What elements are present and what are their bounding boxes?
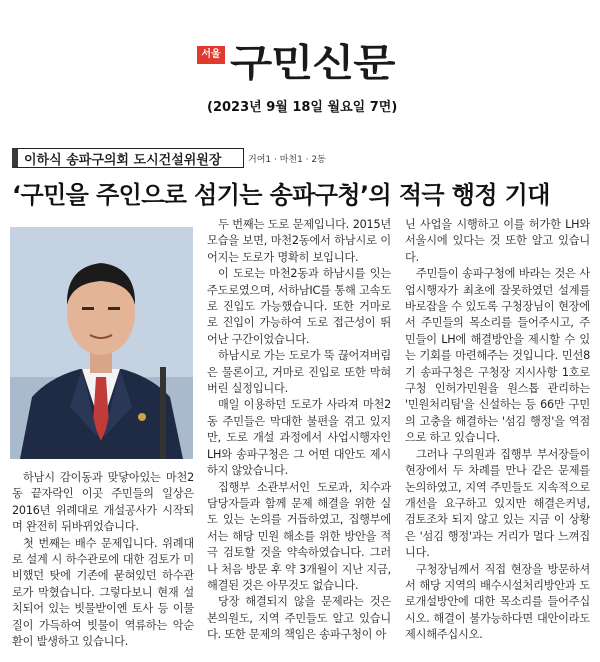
portrait-illustration [10, 227, 193, 459]
headline: ‘구민을 주인으로 섬기는 송파구청’의 적극 행정 기대 [12, 181, 550, 209]
author-photo [10, 227, 193, 459]
author-kicker [12, 148, 326, 168]
author-district: 거여1 · 마천1 · 2동 [248, 154, 326, 165]
paragraph: 하남시로 가는 도로가 뚝 끊어져버림은 물론이고, 거마로 진입로 또한 막혀버린 실정입니다. [207, 349, 391, 396]
paragraph: 첫 번째는 배수 문제입니다. 위례대로 설계 시 하수관로에 대한 검토가 미비했던 탓에 기존에 묻혀있던 하수관로가 막혔습니다. 그렇다보니 현재 설치되어 있는 빗물받이엔 토사 등 이물질이 가득하여 빗물이 역류하는 악순환이 발생하고 있습니다. [12, 536, 194, 649]
paragraph: 하남시 감이동과 맞닿아있는 마천2동 끝자락인 이곳 주민들의 일상은 2016년 위례대로 개설공사가 시작되며 완전히 뒤바뀌었습니다. [12, 471, 194, 534]
paragraph: 두 번째는 도로 문제입니다. 2015년 모습을 보면, 마천2동에서 하남시로 이어지는 도로가 명확히 보입니다. [207, 218, 391, 264]
paragraph: 매일 이용하던 도로가 사라져 마천2동 주민들은 막대한 불편을 겪고 있지만, 도로 개설 과정에서 사업시행자인 LH와 송파구청은 그 어떤 대안도 제시하지 않았습니다. [207, 398, 391, 478]
paragraph: 이 도로는 마천2동과 하남시를 잇는 주도로였으며, 서하남IC를 통해 고속도로 진입도 가능했습니다. 또한 거마로로 진입이 가능하여 도로 접근성이 뛰어난 구간이었습니다. [207, 267, 391, 346]
paragraph: 구청장님께서 직접 현장을 방문하셔서 해당 지역의 배수시설처리방안과 도로개설방안에 대한 목소리를 들어주십시오. 해결이 불가능하다면 대안이라도 제시해주십시오. [405, 562, 590, 642]
paragraph: 닌 사업을 시행하고 이를 허가한 LH와 서울시에 있다는 것 또한 알고 있습니다. [405, 218, 590, 264]
paragraph: 당장 해결되지 않을 문제라는 것은 본의원도, 지역 주민들도 알고 있습니다. 또한 문제의 책임은 송파구청이 아 [207, 595, 391, 642]
article-column-2 [207, 217, 391, 644]
dateline: (2023년 9월 18일 월요일 7면) [207, 100, 398, 115]
paragraph: 주민들이 송파구청에 바라는 것은 사업시행자가 최초에 잘못하였던 설계를 바로잡을 수 있도록 구청장님이 현장에서 주민들의 목소리를 들어주시고, 주민들이 LH에 해결방안을 제시할 수 있는 기회를 마련해주는 것입니다. 민선8기 송파구청은 구청장 지시사항 1호로 구청 인허가민원을 원스톱 관리하는 '민원처리팀'을 신설하는 등 66만 구민의 고충을 해결하는 '섬김 행정'을 역점으로 하고 있습니다. [405, 267, 590, 445]
article-column-1 [12, 470, 194, 650]
region-badge: 서울 [197, 46, 225, 64]
paragraph: 집행부 소관부서인 도로과, 치수과 담당자들과 함께 문제 해결을 위한 실도 있는 논의를 거듭하였고, 집행부에서는 해당 민원 해소를 위한 방안을 적극 검토할 것을 약속하였습니다. 그러나 처음 방문 후 약 3개월이 지난 지금, 해결된 것은 아무것도 없습니다. [207, 480, 391, 592]
paragraph: 그러나 구의원과 집행부 부서장들이 현장에서 두 차례를 만나 같은 문제를 논의하였고, 지역 주민들도 지속적으로 개선을 요구하고 있지만 해결은커녕, 검토조차 되지 않고 있는 지금 이 상황은 '섬김 행정'과는 거리가 멀다 느껴집니다. [405, 447, 590, 560]
newspaper-logo: 구민신문 [230, 40, 395, 85]
author-name: 이하식 송파구의회 도시건설위원장 [12, 148, 244, 168]
masthead [0, 30, 600, 85]
article-column-3 [405, 217, 590, 644]
